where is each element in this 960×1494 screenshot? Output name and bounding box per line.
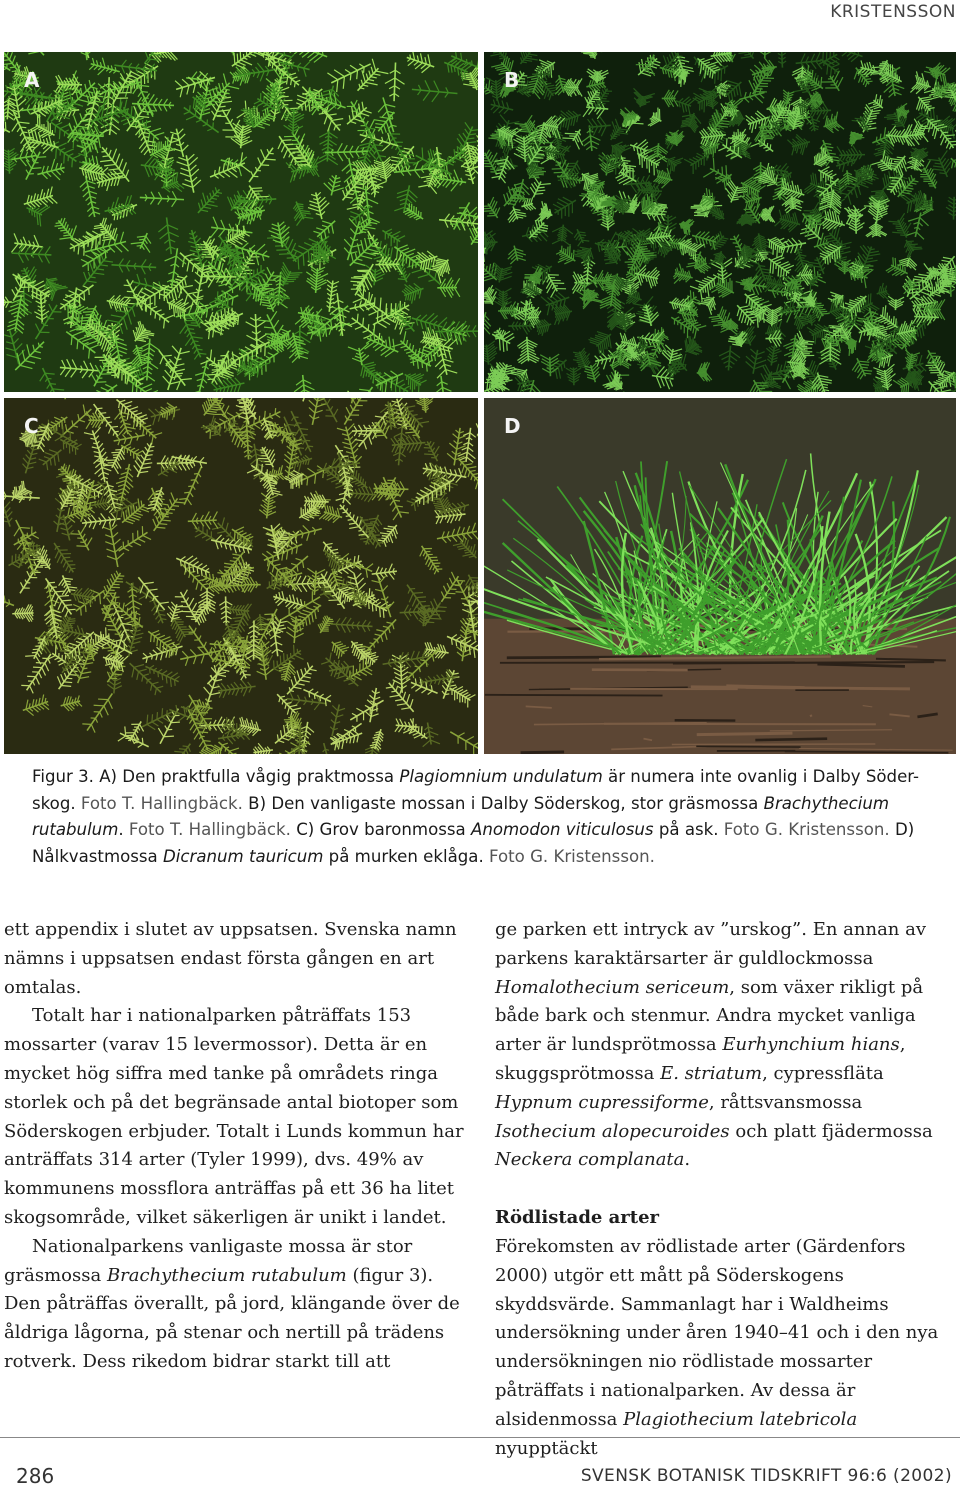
panel-label-d: D <box>504 414 521 438</box>
moss-photo-a <box>4 52 478 392</box>
paragraph-3: Nationalparkens vanligaste mossa är stor gräsmossa Brachythecium rutabulum (figur 3). Den påträffas överallt, på jord, klängande över de åldriga lågorna, på stenar och nertill på trädens rotverk. Dess rikedom bidrar starkt till att <box>4 1235 460 1372</box>
figure-3-photos <box>4 52 956 754</box>
photo-a <box>4 52 478 392</box>
paragraph-2: Totalt har i nationalparken påträffats 153 mossarter (varav 15 levermossor). Detta är en mycket hög siffra med tanke på områdets ringa storlek och på det begränsade antal biotoper som Söderskogen erbjuder. Totalt i Lunds kommun har anträffats 314 arter (Tyler 1999), dvs. 49% av kommunens mossflora anträffas på ett 36 ha litet skogsområde, vilket säkerligen är unikt i landet. <box>4 1005 464 1228</box>
left-column <box>4 916 466 1377</box>
running-head: KRISTENSSON <box>830 2 956 22</box>
paragraph-4: ge parken ett intryck av ”urskog”. En annan av parkens karaktärsarter är guldlockmossa Homalothecium sericeum, som växer rikligt på både bark och stenmur. Andra mycket vanliga arter är lundsprötmossa Eurhynchium hians, skuggsprötmossa E. striatum, cypressfläta Hypnum cupressiforme, råttsvansmossa Isothecium alopecuroides och platt fjädermossa Neckera complanata. <box>495 919 933 1171</box>
paragraph-5: Förekomsten av rödlistade arter (Gärdenfors 2000) utgör ett mått på Söderskogens skyddsvärde. Sammanlagt har i Waldheims undersökning under åren 1940–41 och i den nya undersökningen nio rödlistade mossarter påträffats i nationalparken. Av dessa är alsidenmossa Plagiothecium latebricola nyupptäckt <box>495 1235 939 1459</box>
panel-label-c: C <box>24 414 39 438</box>
photo-d <box>484 398 956 754</box>
photo-b <box>484 52 956 392</box>
journal-footer: SVENSK BOTANISK TIDSKRIFT 96:6 (2002) <box>580 1466 952 1486</box>
moss-photo-d <box>484 398 956 754</box>
right-column <box>495 916 957 1463</box>
section-heading: Rödlistade arter <box>495 1207 660 1229</box>
moss-photo-c <box>4 398 478 754</box>
paragraph-1: ett appendix i slutet av uppsatsen. Svenska namn nämns i uppsatsen endast första gången en art omtalas. <box>4 919 457 998</box>
panel-label-b: B <box>504 68 520 92</box>
photo-c <box>4 398 478 754</box>
footer-rule <box>0 1437 960 1438</box>
figure-caption: Figur 3. A) Den praktfulla vågig praktmossa Plagiomnium undulatum är numera inte ovanlig i Dalby Söder-skog. Foto T. Hallingbäck. B) Den vanligaste mossan i Dalby Söderskog, stor gräsmossa Brachythecium rutabulum. Foto T. Hallingbäck. C) Grov baronmossa Anomodon viticulosus på ask. Foto G. Kristensson. D) Nålkvastmossa Dicranum tauricum på murken eklåga. Foto G. Kristensson. <box>32 767 920 866</box>
panel-label-a: A <box>24 68 40 92</box>
page-number: 286 <box>16 1464 55 1488</box>
moss-photo-b <box>484 52 956 392</box>
